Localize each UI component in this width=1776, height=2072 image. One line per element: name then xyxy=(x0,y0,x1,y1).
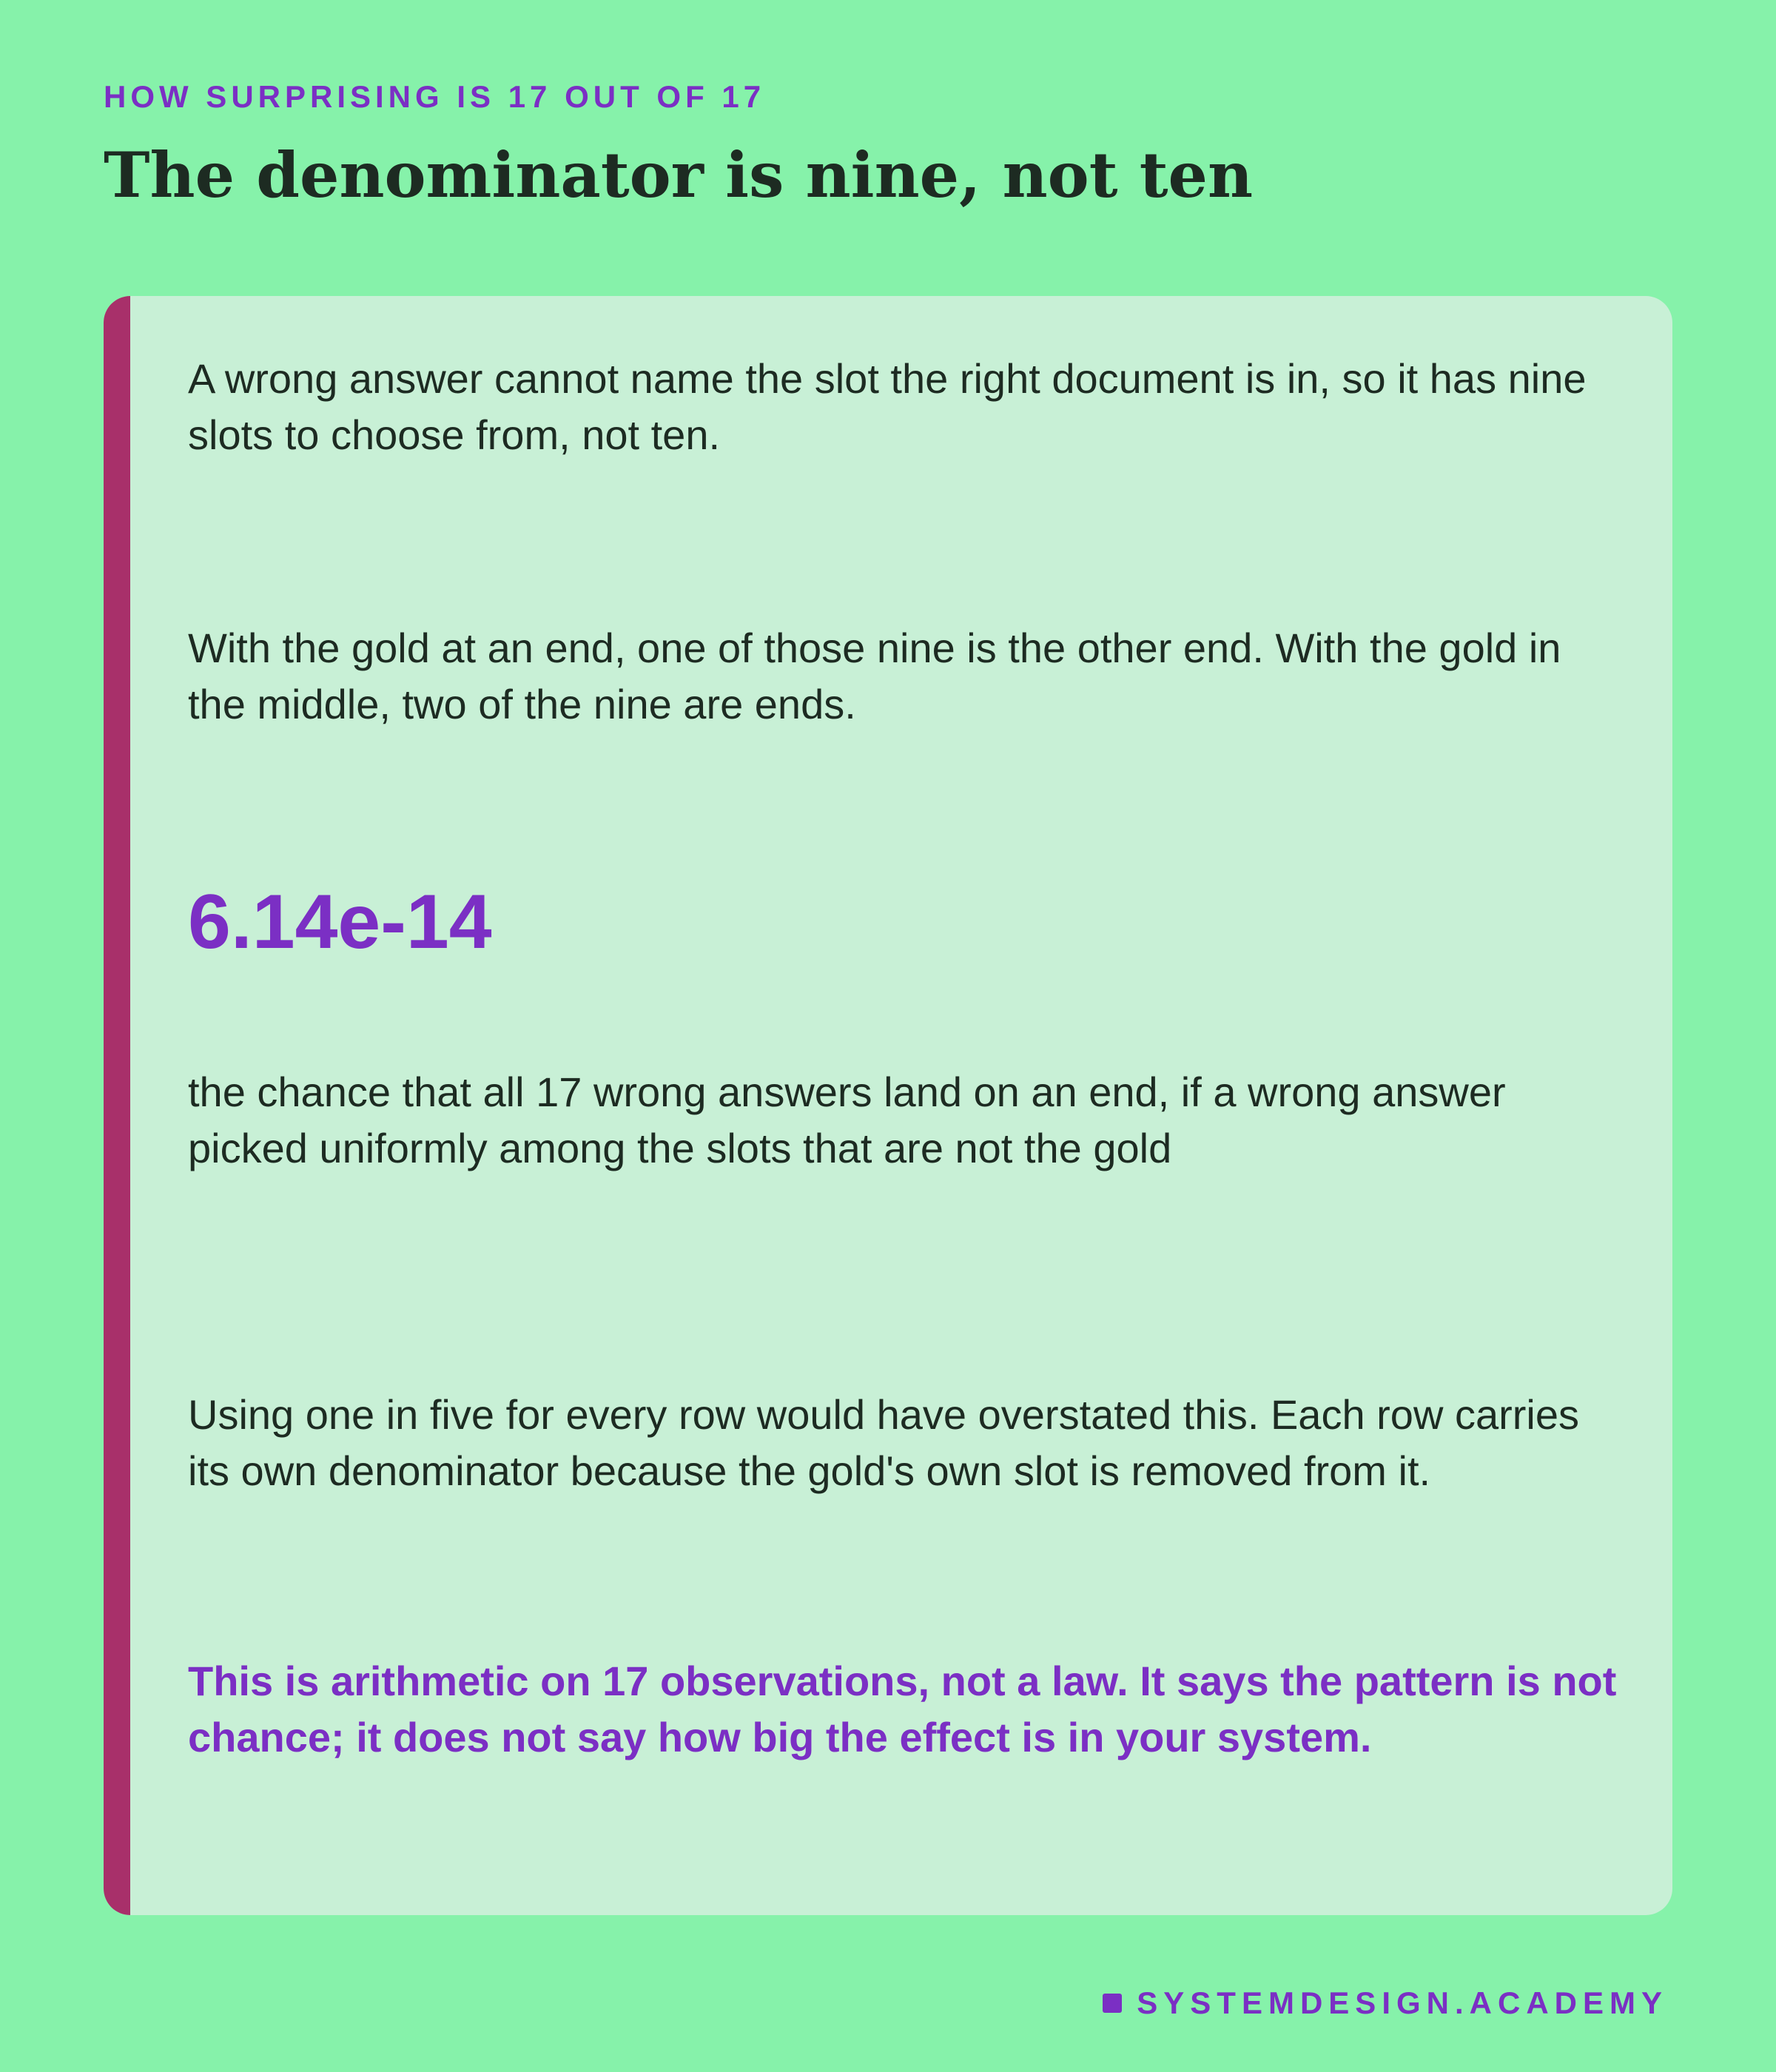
probability-statistic: 6.14e-14 xyxy=(188,879,492,965)
page-title: The denominator is nine, not ten xyxy=(104,138,1254,212)
paragraph-nine-slots: A wrong answer cannot name the slot the right document is in, so it has nine slots to choose from, not ten. xyxy=(188,355,1587,458)
card-accent-bar xyxy=(104,296,130,1915)
paragraph-gold-position: With the gold at an end, one of those nine is the other end. With the gold in the middle, two of the nine are ends. xyxy=(188,625,1561,727)
paragraph-denominator: Using one in five for every row would have overstated this. Each row carries its own denominator because the gold's own slot is removed from it. xyxy=(188,1391,1579,1494)
brand-label: SYSTEMDESIGN.ACADEMY xyxy=(1137,1985,1668,2020)
caveat-note: This is arithmetic on 17 observations, not a law. It says the pattern is not chance; it does not say how big the effect is in your system. xyxy=(188,1658,1617,1760)
square-icon xyxy=(1103,1994,1122,2013)
footer-brand xyxy=(1103,1985,1668,2022)
eyebrow-label: HOW SURPRISING IS 17 OUT OF 17 xyxy=(104,79,766,114)
statistic-caption: the chance that all 17 wrong answers land on an end, if a wrong answer picked uniformly among the slots that are not the gold xyxy=(188,1069,1506,1171)
content-card xyxy=(104,296,1672,1915)
